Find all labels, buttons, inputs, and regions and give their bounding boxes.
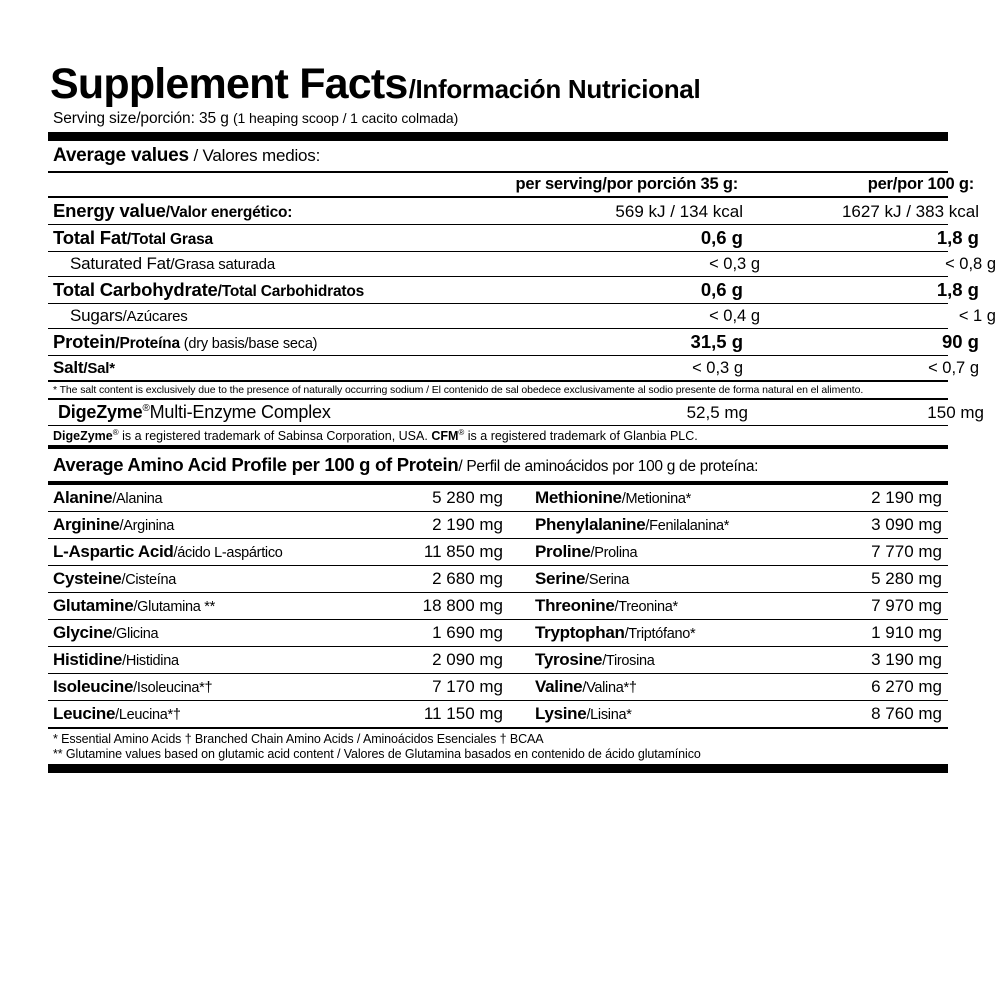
row-value-energy-serving: 569 kJ / 134 kcal [615, 202, 743, 222]
row-label-digezyme [48, 400, 498, 425]
trademark-digezyme-sup: ® [112, 428, 119, 438]
nutrition-rows-table-6 [48, 329, 985, 355]
amino-right-name-phenylalanine [521, 512, 775, 539]
table-row [48, 701, 948, 728]
average-values-heading [48, 141, 948, 171]
trademark-cfm-sup: ® [458, 428, 465, 438]
amino-left-es-3: /Cisteína [121, 572, 176, 589]
amino-left-es-1: /Arginina [119, 518, 175, 535]
amino-left-name-l-aspartic-acid [48, 539, 303, 566]
table-row [48, 252, 1000, 276]
table-row [48, 674, 948, 701]
amino-right-value-5: 1 910 mg [775, 620, 948, 647]
amino-right-name-proline [521, 539, 775, 566]
amino-left-en-5: Glycine [53, 623, 113, 643]
amino-right-value-4: 7 970 mg [775, 593, 948, 620]
amino-right-value-3: 5 280 mg [775, 566, 948, 593]
amino-acid-table [48, 485, 948, 727]
row-label-protein-note: (dry basis/base seca) [179, 336, 318, 353]
nutrition-table [48, 173, 980, 196]
amino-right-en-0: Methionine [535, 488, 622, 508]
row-label-salt-en: Salt [53, 358, 84, 378]
col-header-blank [48, 173, 488, 196]
amino-right-en-7: Valine [535, 677, 583, 697]
amino-left-es-2: /ácido L-aspártico [173, 545, 283, 562]
amino-left-value-7: 7 170 mg [303, 674, 521, 701]
amino-right-value-0: 2 190 mg [775, 485, 948, 512]
amino-left-value-8: 11 150 mg [423, 704, 503, 724]
trademark-cfm: CFM [431, 429, 459, 444]
row-value-energy-100g: 1627 kJ / 383 kcal [841, 202, 979, 222]
amino-left-en-1: Arginine [53, 515, 120, 535]
amino-left-en-3: Cysteine [53, 569, 122, 589]
table-row [48, 277, 985, 303]
serving-size [53, 110, 948, 128]
table-row [48, 304, 1000, 328]
row-value-sugars-100g: < 1 g [958, 307, 996, 326]
col-header-per-serving: per serving/por porción 35 g: [515, 175, 738, 194]
row-value-digezyme-100g: 150 mg [927, 403, 984, 423]
amino-left-value-3: 2 680 mg [303, 566, 521, 593]
amino-right-en-1: Phenylalanine [535, 515, 646, 535]
nutrition-rows-table-5 [48, 304, 1000, 328]
row-value-saturated-fat-100g: < 0,8 g [945, 255, 996, 274]
row-label-protein [48, 329, 493, 355]
average-values-label-es: / Valores medios: [188, 146, 321, 166]
row-label-sugars-en: Sugars [70, 306, 123, 326]
amino-left-en-2: L-Aspartic Acid [53, 542, 174, 562]
amino-right-es-4: /Treonina* [614, 599, 678, 616]
amino-right-value-2: 7 770 mg [775, 539, 948, 566]
enzyme-table [48, 400, 990, 425]
col-header-per-100g: per/por 100 g: [867, 175, 974, 194]
amino-left-value-4: 18 800 mg [303, 593, 521, 620]
table-row [48, 593, 948, 620]
nutrition-rows-table-7 [48, 356, 985, 380]
amino-left-es-0: /Alanina [112, 491, 163, 508]
trademark-text-2: is a registered trademark of Glanbia PLC. [464, 429, 698, 444]
row-value-digezyme-serving: 52,5 mg [686, 403, 748, 423]
amino-right-es-7: /Valina*† [582, 680, 637, 697]
amino-left-name-histidine [48, 647, 303, 674]
amino-left-value-0: 5 280 mg [303, 485, 521, 512]
amino-right-es-5: /Triptófano* [624, 626, 696, 643]
amino-right-en-4: Threonine [535, 596, 615, 616]
amino-right-en-5: Tryptophan [535, 623, 625, 643]
amino-left-name-arginine [48, 512, 303, 539]
amino-left-value-1: 2 190 mg [303, 512, 521, 539]
average-values-label: Average values [53, 145, 189, 167]
amino-profile-heading-en: Average Amino Acid Profile per 100 g of Protein [53, 454, 459, 476]
amino-left-name-glutamine [48, 593, 303, 620]
table-row [48, 647, 948, 674]
title-main: Supplement Facts [50, 60, 408, 108]
row-label-total-carbohydrate-es: /Total Carbohidratos [217, 283, 365, 301]
amino-left-es-4: /Glutamina ** [133, 599, 215, 616]
amino-left-es-8: /Leucina*† [115, 707, 181, 724]
amino-right-es-6: /Tirosina [602, 653, 655, 670]
amino-right-name-serine [521, 566, 775, 593]
row-label-total-carbohydrate [48, 277, 493, 303]
amino-left-name-isoleucine [48, 674, 303, 701]
legend-essential-amino-acids: * Essential Amino Acids † Branched Chain Amino Acids / Aminoácidos Esenciales † BCAA [53, 732, 544, 747]
row-label-energy-en: Energy value [53, 200, 166, 222]
trademark-text-1: is a registered trademark of Sabinsa Corporation, USA. [118, 429, 432, 444]
nutrition-rows-table-2 [48, 225, 985, 251]
table-row [48, 539, 948, 566]
amino-left-name-cysteine [48, 566, 303, 593]
amino-left-value-5: 1 690 mg [303, 620, 521, 647]
serving-size-detail: (1 heaping scoop / 1 cacito colmada) [232, 110, 459, 127]
supplement-facts-panel [48, 60, 996, 773]
amino-right-es-0: /Metionina* [621, 491, 691, 508]
table-row [48, 356, 985, 380]
table-row [48, 329, 985, 355]
amino-left-value-2: 11 850 mg [303, 539, 521, 566]
nutrition-rows-table [48, 198, 985, 224]
row-label-total-fat-es: /Total Grasa [126, 231, 213, 249]
row-label-saturated-fat-es: /Grasa saturada [170, 256, 275, 274]
salt-footnote: * The salt content is exclusively due to the presence of naturally occurring sodium / El contenido de sal obedece exclusivamente al sodio presente de forma natural en el alimento. [53, 384, 864, 397]
row-label-sugars-es: /Azúcares [122, 308, 188, 326]
amino-right-value-7: 6 270 mg [775, 674, 948, 701]
row-label-saturated-fat-en: Saturated Fat [70, 254, 171, 274]
title-sub: /Información Nutricional [408, 74, 701, 104]
trademark-note [48, 426, 948, 445]
row-label-total-carbohydrate-en: Total Carbohydrate [53, 279, 218, 301]
nutrition-rows-table-3 [48, 252, 1000, 276]
amino-right-value-6: 3 190 mg [775, 647, 948, 674]
row-value-total-fat-serving: 0,6 g [700, 227, 743, 249]
row-value-protein-serving: 31,5 g [690, 331, 743, 353]
amino-left-en-8: Leucine [53, 704, 116, 724]
divider-thick-bottom [48, 764, 948, 773]
amino-left-en-0: Alanine [53, 488, 113, 508]
amino-left-es-6: /Histidina [122, 653, 179, 670]
row-value-salt-100g: < 0,7 g [928, 359, 979, 378]
serving-size-label: Serving size/porción: 35 g [53, 110, 233, 128]
row-label-energy-es: /Valor energético: [165, 204, 293, 222]
row-label-salt-es: /Sal* [83, 360, 115, 378]
amino-right-name-methionine [521, 485, 775, 512]
table-row [48, 512, 948, 539]
row-value-saturated-fat-serving: < 0,3 g [709, 255, 760, 274]
amino-left-name-leucine [48, 701, 303, 728]
row-label-protein-en: Protein [53, 331, 116, 353]
amino-right-value-8: 8 760 mg [871, 704, 942, 724]
amino-right-es-1: /Fenilalanina* [645, 518, 730, 535]
amino-left-es-7: /Isoleucina*† [133, 680, 213, 697]
row-value-protein-100g: 90 g [941, 331, 979, 353]
row-label-protein-es: /Proteína [115, 335, 180, 353]
legend-glutamine-note: ** Glutamine values based on glutamic acid content / Valores de Glutamina basados en contenido de ácido glutamínico [53, 747, 701, 762]
amino-profile-heading [48, 449, 948, 481]
amino-right-name-tryptophan [521, 620, 775, 647]
amino-left-name-alanine [48, 485, 303, 512]
amino-left-name-glycine [48, 620, 303, 647]
row-label-total-fat-en: Total Fat [53, 227, 127, 249]
row-value-total-fat-100g: 1,8 g [936, 227, 979, 249]
amino-left-value-6: 2 090 mg [303, 647, 521, 674]
row-label-total-fat [48, 225, 493, 251]
table-row [48, 620, 948, 647]
amino-right-es-8: /Lisina* [586, 707, 632, 724]
table-row [48, 400, 990, 425]
row-value-sugars-serving: < 0,4 g [709, 307, 760, 326]
digezyme-name: Multi-Enzyme Complex [149, 402, 331, 423]
trademark-digezyme: DigeZyme [53, 429, 113, 444]
row-value-total-carbohydrate-serving: 0,6 g [700, 279, 743, 301]
table-row [48, 566, 948, 593]
amino-right-name-lysine [521, 701, 775, 728]
table-row [48, 485, 948, 512]
amino-profile-heading-es: / Perfil de aminoácidos por 100 g de proteína: [458, 458, 759, 476]
amino-right-name-tyrosine [521, 647, 775, 674]
amino-right-en-8: Lysine [535, 704, 587, 724]
nutrition-rows-table-4 [48, 277, 985, 303]
amino-right-name-threonine [521, 593, 775, 620]
amino-left-en-6: Histidine [53, 650, 123, 670]
amino-right-en-2: Proline [535, 542, 591, 562]
table-row [48, 225, 985, 251]
digezyme-brand: DigeZyme [58, 402, 143, 423]
table-row [48, 198, 985, 224]
amino-left-en-4: Glutamine [53, 596, 134, 616]
row-value-salt-serving: < 0,3 g [692, 359, 743, 378]
row-label-energy [48, 198, 493, 224]
amino-right-name-valine [521, 674, 775, 701]
amino-right-value-1: 3 090 mg [775, 512, 948, 539]
panel-title [50, 62, 948, 107]
amino-right-en-3: Serine [535, 569, 586, 589]
row-label-salt [48, 356, 493, 380]
amino-right-es-3: /Serina [585, 572, 630, 589]
digezyme-brand-sup: ® [142, 403, 150, 415]
amino-left-es-5: /Glicina [112, 626, 159, 643]
row-label-saturated-fat [48, 252, 510, 276]
amino-right-es-2: /Prolina [590, 545, 638, 562]
amino-right-en-6: Tyrosine [535, 650, 603, 670]
row-label-sugars [48, 304, 510, 328]
row-value-total-carbohydrate-100g: 1,8 g [936, 279, 979, 301]
nutrition-column-headers [48, 173, 980, 196]
divider-thick-top [48, 132, 948, 141]
amino-left-en-7: Isoleucine [53, 677, 134, 697]
